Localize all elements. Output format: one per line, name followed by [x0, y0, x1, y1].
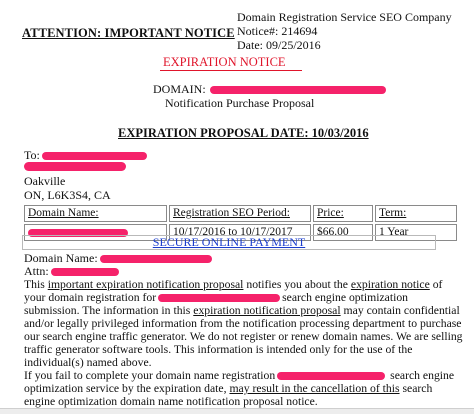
- redaction-mark: [100, 255, 212, 263]
- cell-period: 10/17/2016 to 10/17/2017: [169, 224, 311, 241]
- redaction-mark: [210, 86, 386, 94]
- body-text: If you fail to complete your domain name registration: [24, 369, 276, 382]
- body-underlined-text: may result in the cancellation of this: [229, 382, 400, 395]
- redaction-mark: [42, 152, 147, 160]
- cell-term: 1 Year: [375, 224, 457, 241]
- body-text: This: [24, 278, 48, 291]
- secure-online-payment-link[interactable]: SECURE ONLINE PAYMENT: [22, 235, 436, 250]
- header-registration-period: Registration SEO Period:: [169, 205, 311, 222]
- to-label: To:: [24, 148, 40, 162]
- proposal-date-heading: EXPIRATION PROPOSAL DATE: 10/03/2016: [118, 126, 369, 140]
- body-text: may contain confidential and/or legally privileged information from the notification processing department to purchase our search engine traffic generator. We do not register or renew domain names. We are selling traffic generator software tools. This information is intended only for the use of the individual(s) named above.: [24, 304, 463, 369]
- body-text: of your domain registration for: [24, 278, 443, 304]
- body-text: notifies you about the: [243, 278, 351, 291]
- header-term: Term:: [375, 205, 457, 222]
- expiration-notice-title: EXPIRATION NOTICE: [163, 55, 286, 69]
- company-block: [237, 10, 452, 52]
- attn-line: [24, 265, 119, 279]
- body-underlined-text: important expiration notification proposal: [47, 278, 244, 291]
- body-text: search engine optimization domain name notification proposal notice.: [24, 382, 433, 408]
- notice-body: [24, 278, 464, 408]
- body-underlined-text: expiration notice: [350, 278, 430, 291]
- redaction-mark: [158, 294, 280, 302]
- body-text: search engine optimization service by the expiration date,: [24, 369, 455, 395]
- domain-line: [153, 83, 386, 97]
- header-price: Price:: [313, 205, 373, 222]
- attention-heading: ATTENTION: IMPORTANT NOTICE: [22, 26, 235, 40]
- table-header-row: [24, 205, 457, 222]
- address-city: Oakville: [24, 174, 66, 188]
- window-bottom-edge: [0, 408, 474, 414]
- expiration-notice-underline: [160, 70, 302, 71]
- notice-number: Notice#: 214694: [237, 24, 318, 38]
- notice-date: Date: 09/25/2016: [237, 38, 321, 52]
- company-name: Domain Registration Service SEO Company: [237, 10, 452, 24]
- domain-name-line: [24, 252, 212, 266]
- address-province: ON, L6K3S4, CA: [24, 188, 111, 202]
- cell-price: $66.00: [313, 224, 373, 241]
- redaction-mark: [24, 162, 126, 171]
- attn-label: Attn:: [24, 264, 49, 278]
- redaction-mark: [277, 372, 385, 380]
- header-domain-name: Domain Name:: [24, 205, 167, 222]
- domain-label: DOMAIN:: [153, 82, 206, 96]
- purchase-proposal-line: Notification Purchase Proposal: [165, 96, 315, 110]
- redaction-mark: [51, 268, 119, 276]
- body-underlined-text: expiration notification proposal: [193, 304, 341, 317]
- to-line: [24, 149, 147, 163]
- domain-name-label: Domain Name:: [24, 251, 98, 265]
- body-text: search engine optimization submission. The information in this: [24, 291, 409, 317]
